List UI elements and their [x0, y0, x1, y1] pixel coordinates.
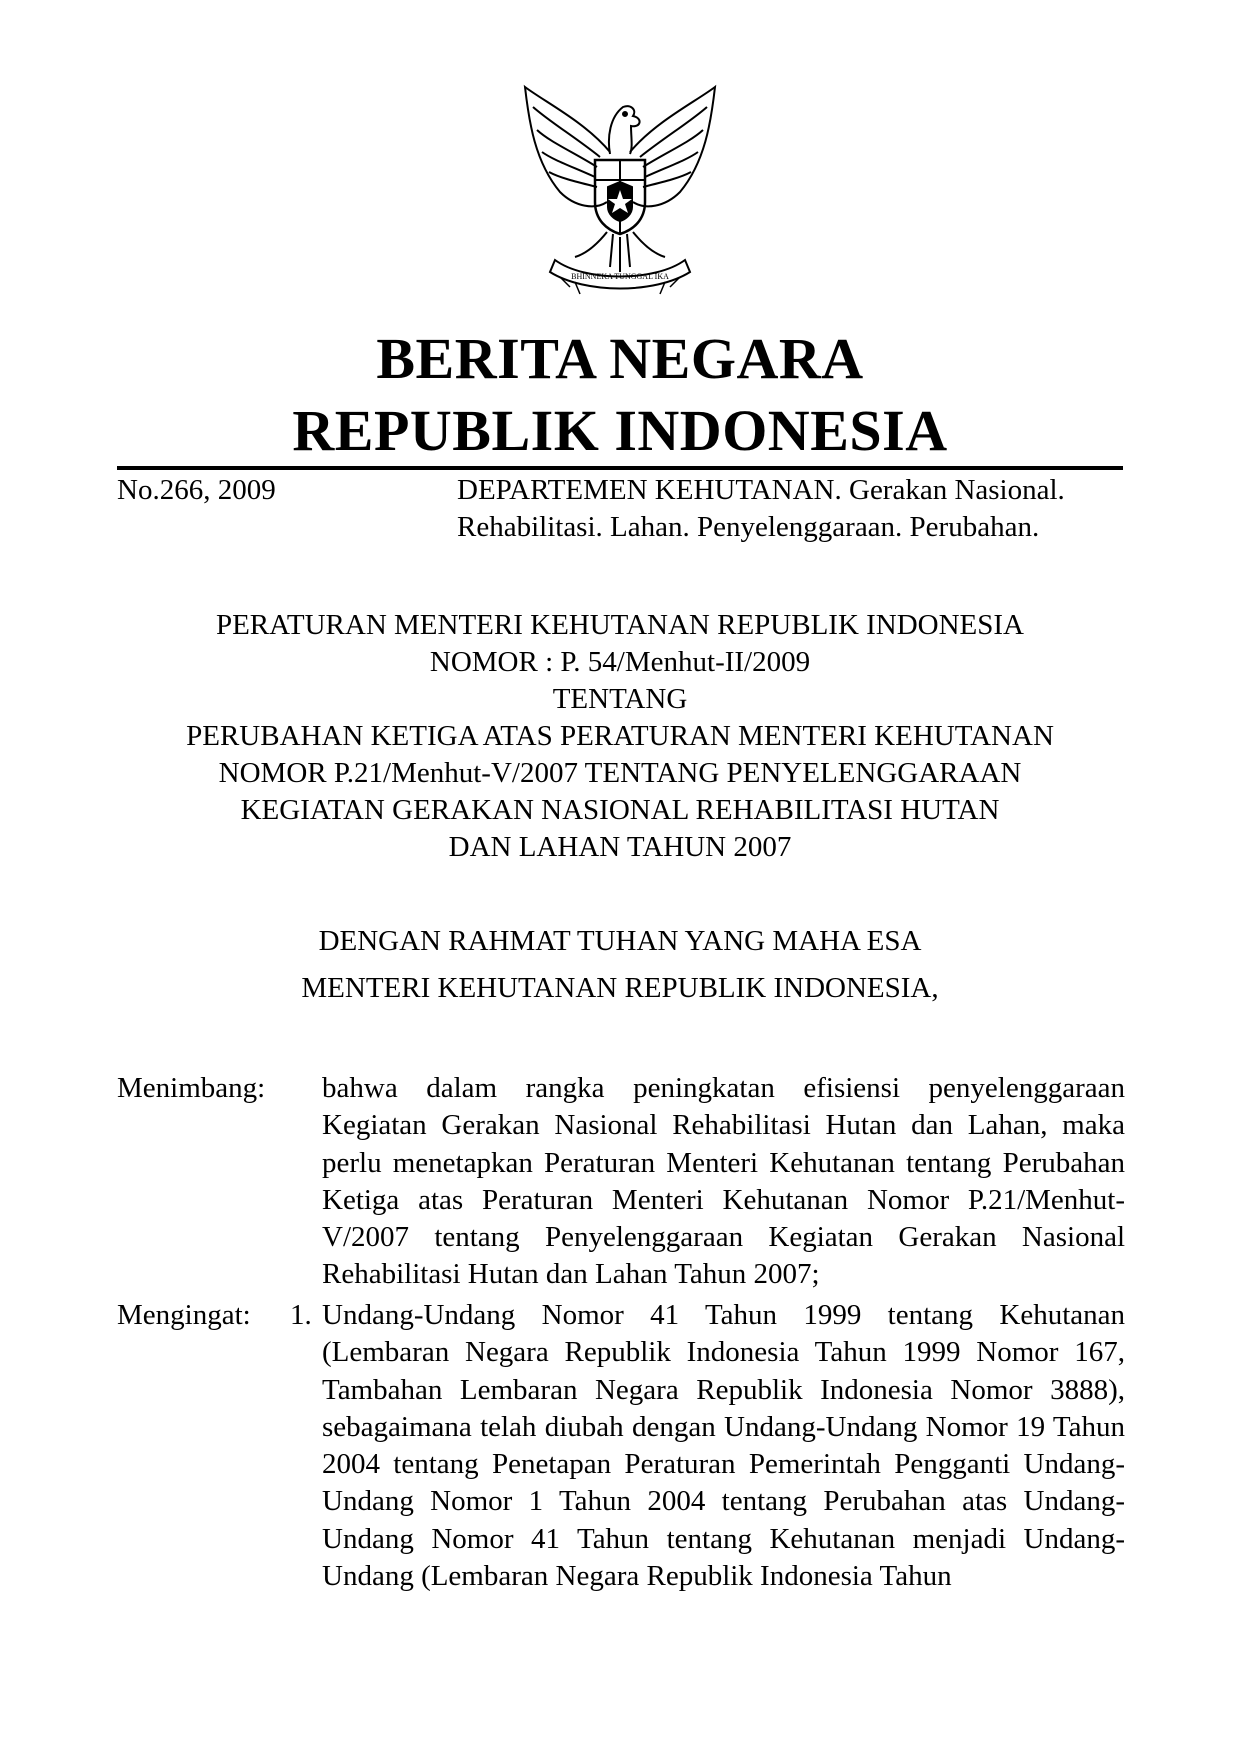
- masthead-divider: [117, 466, 1123, 470]
- mengingat-paragraph: Undang-Undang Nomor 41 Tahun 1999 tentang Kehutanan (Lembaran Negara Republik Indonesia Tahun 1999 Nomor 167, Tambahan Lembaran Negara Republik Indonesia Nomor 3888), sebagaimana telah diubah dengan Undang-Undang Nomor 19 Tahun 2004 tentang Penetapan Peraturan Pemerintah Pengganti Undang-Undang Nomor 1 Tahun 2004 tentang Perubahan atas Undang-Undang Nomor 41 Tahun tentang Kehutanan menjadi Undang-Undang (Lembaran Negara Republik Indonesia Tahun: [322, 1299, 1125, 1593]
- regulation-title: [117, 607, 1123, 866]
- regulation-title-line: PERATURAN MENTERI KEHUTANAN REPUBLIK INDONESIA: [215, 609, 1025, 641]
- gazette-number: No.266, 2009: [117, 474, 276, 506]
- opening-line-1: DENGAN RAHMAT TUHAN YANG MAHA ESA: [318, 925, 922, 957]
- mengingat-item-number: 1.: [290, 1299, 312, 1331]
- opening-formula: [117, 918, 1123, 1012]
- regulation-title-line: PERUBAHAN KETIGA ATAS PERATURAN MENTERI KEHUTANAN: [186, 720, 1054, 752]
- regulation-title-line: TENTANG: [552, 683, 688, 715]
- masthead-title: BERITA NEGARA: [376, 326, 864, 391]
- regulation-title-line: KEGIATAN GERAKAN NASIONAL REHABILITASI HUTAN: [240, 794, 1000, 826]
- garuda-pancasila-emblem-icon: [515, 82, 725, 302]
- regulation-number: NOMOR : P. 54/Menhut-II/2009: [429, 646, 811, 678]
- gazette-subject-line-1: DEPARTEMEN KEHUTANAN. Gerakan Nasional.: [457, 474, 1065, 506]
- gazette-subject: [457, 472, 1137, 546]
- emblem-motto: BHINNEKA TUNGGAL IKA: [571, 272, 669, 281]
- opening-line-2: MENTERI KEHUTANAN REPUBLIK INDONESIA,: [301, 972, 939, 1004]
- masthead-subtitle: REPUBLIK INDONESIA: [292, 398, 948, 463]
- gazette-subject-line-2: Rehabilitasi. Lahan. Penyelenggaraan. Perubahan.: [457, 511, 1040, 543]
- regulation-title-line: NOMOR P.21/Menhut-V/2007 TENTANG PENYELENGGARAAN: [218, 757, 1022, 789]
- mengingat-label: Mengingat:: [117, 1299, 251, 1331]
- menimbang-paragraph: bahwa dalam rangka peningkatan efisiensi penyelenggaraan Kegiatan Gerakan Nasional Rehabilitasi Hutan dan Lahan, maka perlu menetapkan Peraturan Menteri Kehutanan tentang Perubahan Ketiga atas Peraturan Menteri Kehutanan Nomor P.21/Menhut-V/2007 tentang Penyelenggaraan Kegiatan Gerakan Nasional Rehabilitasi Hutan dan Lahan Tahun 2007;: [322, 1072, 1125, 1291]
- regulation-title-line: DAN LAHAN TAHUN 2007: [448, 831, 792, 863]
- menimbang-label: Menimbang:: [117, 1072, 266, 1104]
